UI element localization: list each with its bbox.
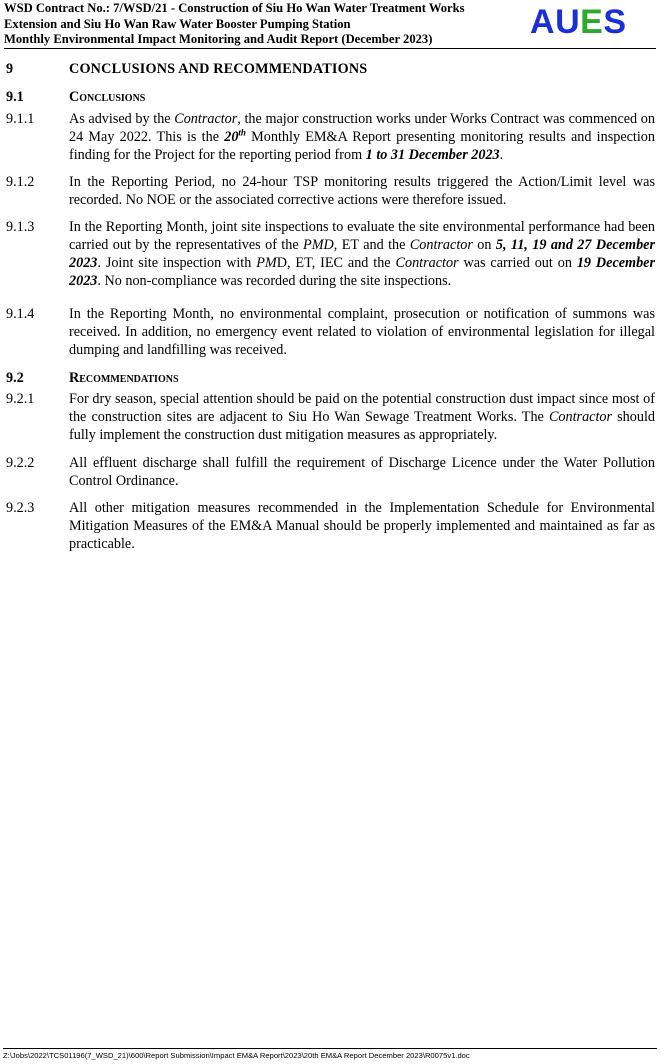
paragraph-text: All effluent discharge shall fulfill the requirement of Discharge Licence under the Water Pollution Control Ordinance. (69, 455, 655, 489)
page-footer (3, 1048, 657, 1061)
paragraph-text: For dry season, special attention should be paid on the potential construction dust impact since most of the construction sites are adjacent to Siu Ho Wan Sewage Treatment Works. The Contractor should fully implement the construction dust mitigation measures as appropriately. (69, 391, 655, 443)
paragraph-text: In the Reporting Month, no environmental complaint, prosecution or notification of summons was received. In addition, no emergency event related to violation of environmental legislation for illegal dumping and landfilling was received. (69, 306, 655, 358)
section-number: 9 (6, 61, 14, 77)
paragraph-text: All other mitigation measures recommended in the Implementation Schedule for Environmental Mitigation Measures of the EM&A Manual should be properly implemented and maintained as far as practicable. (69, 500, 655, 552)
subsection-title: Recommendations (69, 370, 179, 386)
paragraph-text: As advised by the Contractor, the major construction works under Works Contract was commenced on 24 May 2022. This is the 20th Monthly EM&A Report presenting monitoring results and inspection finding for the Project for the reporting period from 1 to 31 December 2023. (69, 111, 655, 163)
header-line-1: WSD Contract No.: 7/WSD/21 - Construction of Siu Ho Wan Water Treatment Works (4, 1, 465, 15)
paragraph-text: In the Reporting Period, no 24-hour TSP monitoring results triggered the Action/Limit level was recorded. No NOE or the associated corrective actions were therefore issued. (69, 174, 655, 208)
paragraph-9-1-4 (0, 305, 660, 369)
paragraph-text: In the Reporting Month, joint site inspections to evaluate the site environmental performance had been carried out by the representatives of the PMD, ET and the Contractor on 5, 11, 19 and 27 December 2023. Joint site inspection with PMD, ET, IEC and the Contractor was carried out on 19 December 2023. No non-compliance was recorded during the site inspections. (69, 219, 655, 289)
subsection-number: 9.2 (6, 370, 24, 386)
page-header (4, 0, 656, 49)
logo-letter-u: U (555, 3, 581, 41)
document-body (0, 60, 660, 559)
paragraph-9-2-2 (0, 454, 660, 499)
aues-logo (530, 0, 627, 44)
paragraph-number: 9.2.1 (6, 391, 35, 407)
paragraph-number: 9.2.3 (6, 500, 35, 516)
paragraph-9-1-3 (0, 218, 660, 305)
subsection-title: Conclusions (69, 89, 146, 105)
section-title: CONCLUSIONS AND RECOMMENDATIONS (69, 61, 368, 77)
paragraph-9-2-3 (0, 499, 660, 559)
subsection-number: 9.1 (6, 89, 24, 105)
header-line-2: Extension and Siu Ho Wan Raw Water Booster Pumping Station (4, 16, 351, 31)
subsection-heading-recommendations (0, 369, 660, 390)
footer-file-path: Z:\Jobs\2022\TCS01196(7_WSD_21)\600\Report Submission\Impact EM&A Report\2023\20th EM&A Report December 2023\R0075v1.doc (3, 1051, 470, 1060)
header-title-block (4, 1, 532, 48)
section-heading (0, 60, 660, 88)
logo-letter-s: S (603, 3, 627, 41)
paragraph-number: 9.1.3 (6, 219, 35, 235)
logo-letter-e: E (580, 3, 604, 41)
paragraph-9-1-2 (0, 173, 660, 218)
paragraph-9-2-1 (0, 390, 660, 454)
paragraph-number: 9.1.4 (6, 306, 35, 322)
logo-letter-a: A (530, 3, 556, 41)
paragraph-number: 9.2.2 (6, 455, 35, 471)
subsection-heading-conclusions (0, 88, 660, 110)
header-line-3: Monthly Environmental Impact Monitoring and Audit Report (December 2023) (4, 32, 433, 46)
paragraph-9-1-1 (0, 110, 660, 173)
paragraph-number: 9.1.1 (6, 111, 35, 127)
paragraph-number: 9.1.2 (6, 174, 35, 190)
